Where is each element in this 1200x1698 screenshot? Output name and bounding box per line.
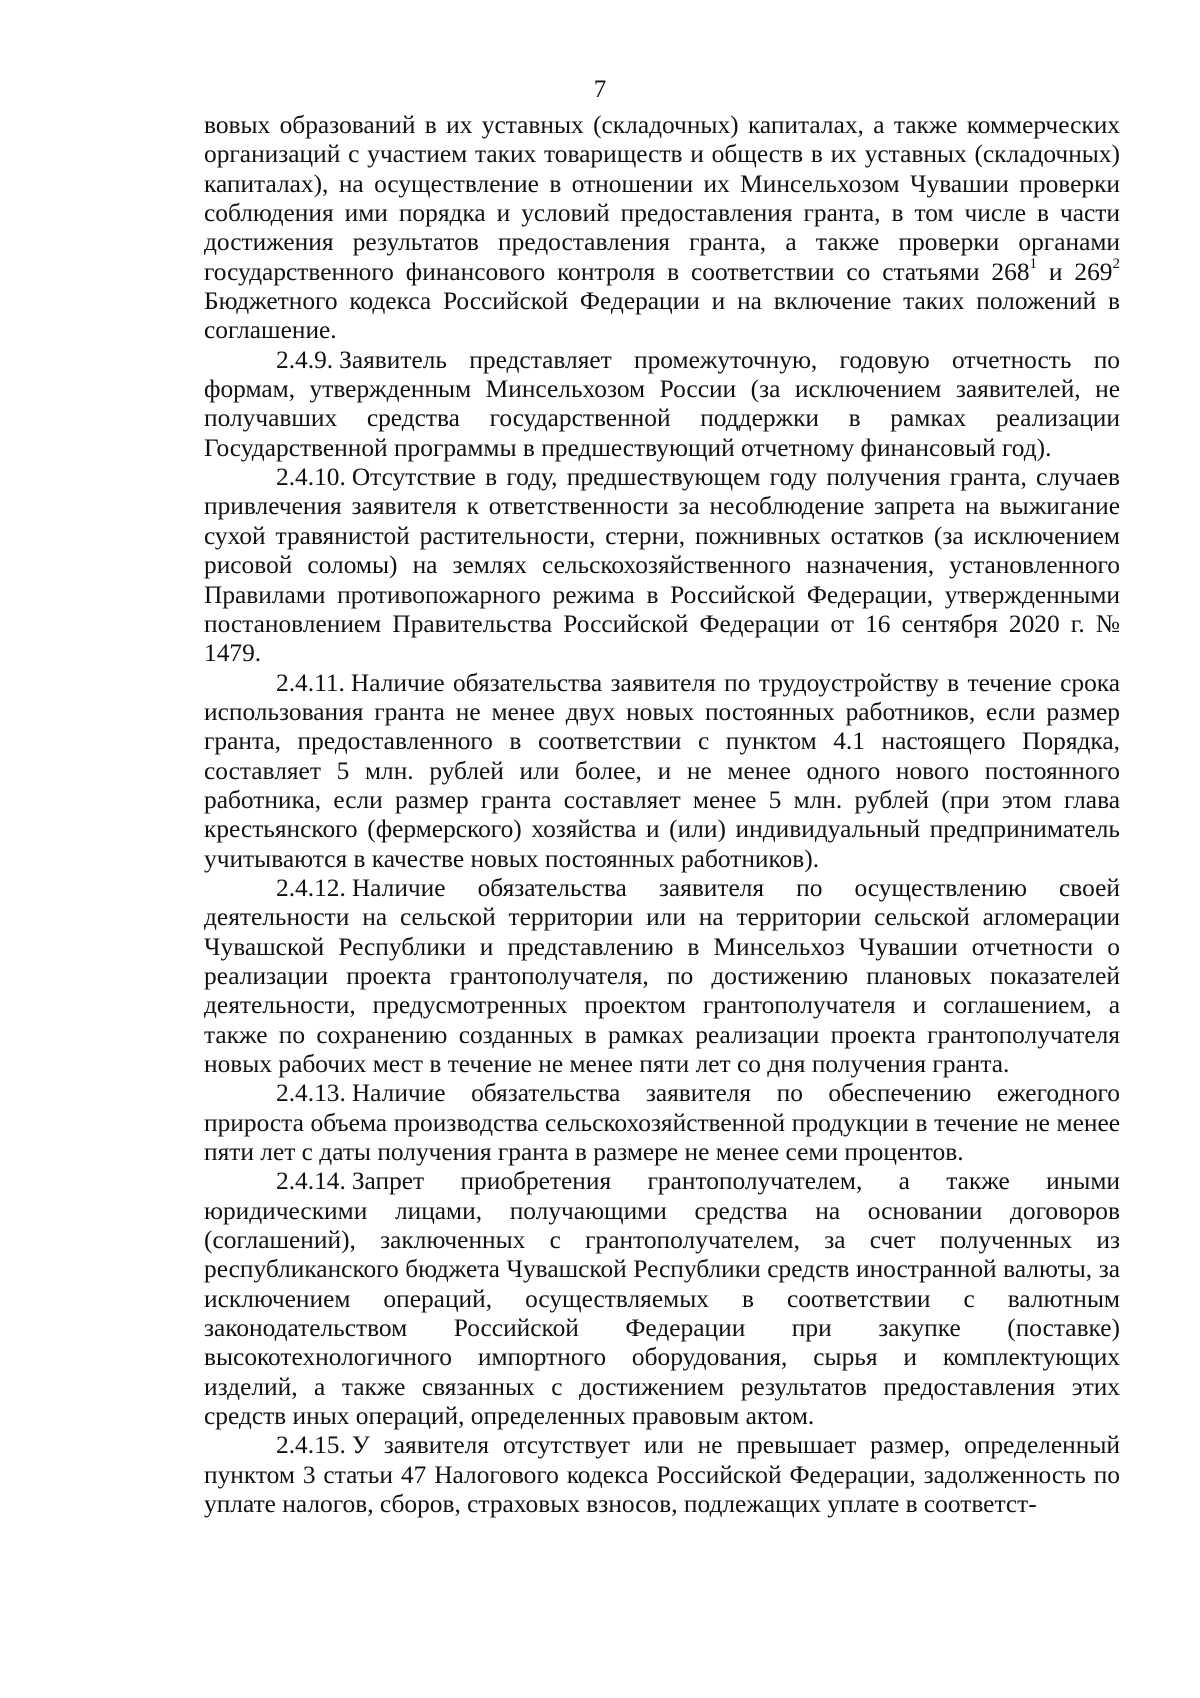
- paragraph-text: Запрет приобретения грантополучателем, а также иными юридическими лицами, получающими средства на основании договоров (соглашений), заключенных с грантополучателем, за счет полученных из республиканского бюджета Чувашской Республики средств иностранной валюты, за исключением операций, осуществляемых в соответствии с валютным законодательством Российской Федерации при закупке (поставке) высокотехнологичного импортного оборудования, сырья и комплектующих изделий, а также связанных с достижением результатов предоставления этих средств иных операций, определенных правовым актом.: [204, 1167, 1120, 1431]
- paragraph-number: 2.4.9.: [276, 345, 334, 374]
- paragraph-number: 2.4.11.: [276, 668, 345, 697]
- footnote-sup-2: 2: [1112, 256, 1120, 273]
- continuation-text-3: Бюджетного кодекса Российской Федерации и на включение таких положений в соглашение.: [204, 287, 1120, 345]
- paragraph-2-4-15: [204, 1431, 1120, 1519]
- continuation-paragraph: [204, 111, 1120, 346]
- paragraph-number: 2.4.14.: [276, 1167, 346, 1196]
- paragraph-text: Наличие обязательства заявителя по осуществлению своей деятельности на сельской территории или на территории сельской агломерации Чувашской Республики и представлению в Минсельхоз Чувашии отчетности о реализации проекта грантополучателя, по достижению плановых показателей деятельности, предусмотренных проектом грантополучателя и соглашением, а также по сохранению созданных в рамках реализации проекта грантополучателя новых рабочих мест в течение не менее пяти лет со дня получения гранта.: [204, 873, 1120, 1078]
- paragraph-text: Отсутствие в году, предшествующем году получения гранта, случаев привлечения заявителя к ответственности за несоблюдение запрета на выжигание сухой травянистой растительности, стерни, пожнивных остатков (за исключением рисовой соломы) на землях сельскохозяйственного назначения, установленного Правилами противопожарного режима в Российской Федерации, утвержденными постановлением Правительства Российской Федерации от 16 сентября 2020 г. № 1479.: [204, 463, 1120, 668]
- paragraph-number: 2.4.13.: [276, 1079, 346, 1108]
- page-number: 7: [593, 76, 607, 103]
- paragraph-2-4-13: [204, 1079, 1120, 1167]
- paragraph-2-4-10: [204, 463, 1120, 668]
- footnote-sup-1: 1: [1029, 256, 1038, 273]
- paragraph-number: 2.4.15.: [276, 1431, 346, 1460]
- paragraph-2-4-11: [204, 669, 1120, 874]
- paragraph-2-4-9: [204, 346, 1120, 463]
- paragraph-text: Наличие обязательства заявителя по обеспечению ежегодного прироста объема производства сельскохозяйственной продукции в течение не менее пяти лет с даты получения гранта в размере не менее семи процентов.: [204, 1079, 1120, 1167]
- paragraph-number: 2.4.12.: [276, 873, 346, 902]
- continuation-text-2: и 269: [1037, 257, 1113, 286]
- paragraph-number: 2.4.10.: [276, 463, 346, 492]
- continuation-text-1: вовых образований в их уставных (складочных) капиталах, а также коммерческих организаций с участием таких товариществ и обществ в их уставных (складочных) капиталах), на осуществление в отношении их Минсельхозом Чувашии проверки соблюдения ими порядка и условий предоставления гранта, в том числе в части достижения результатов предоставления гранта, а также проверки органами государственного финансового контроля в соответствии со статьями 268: [204, 111, 1120, 286]
- document-body: [204, 111, 1120, 1520]
- paragraph-2-4-12: [204, 874, 1120, 1079]
- paragraph-2-4-14: [204, 1167, 1120, 1431]
- paragraph-text: Наличие обязательства заявителя по трудоустройству в течение срока использования гранта не менее двух новых постоянных работников, если размер гранта, предоставленного в соответствии с пунктом 4.1 настоящего Порядка, составляет 5 млн. рублей или более, и не менее одного нового постоянного работника, если размер гранта составляет менее 5 млн. рублей (при этом глава крестьянского (фермерского) хозяйства и (или) индивидуальный предприниматель учитываются в качестве новых постоянных работников).: [204, 668, 1120, 873]
- paragraph-text: У заявителя отсутствует или не превышает размер, определенный пунктом 3 статьи 47 Налогового кодекса Российской Федерации, задолженность по уплате налогов, сборов, страховых взносов, подлежащих уплате в соответст-: [204, 1431, 1120, 1519]
- paragraph-text: Заявитель представляет промежуточную, годовую отчетность по формам, утвержденным Минсельхозом России (за исключением заявителей, не получавших средства государственной поддержки в рамках реализации Государственной программы в предшествующий отчетному финансовый год).: [204, 345, 1120, 462]
